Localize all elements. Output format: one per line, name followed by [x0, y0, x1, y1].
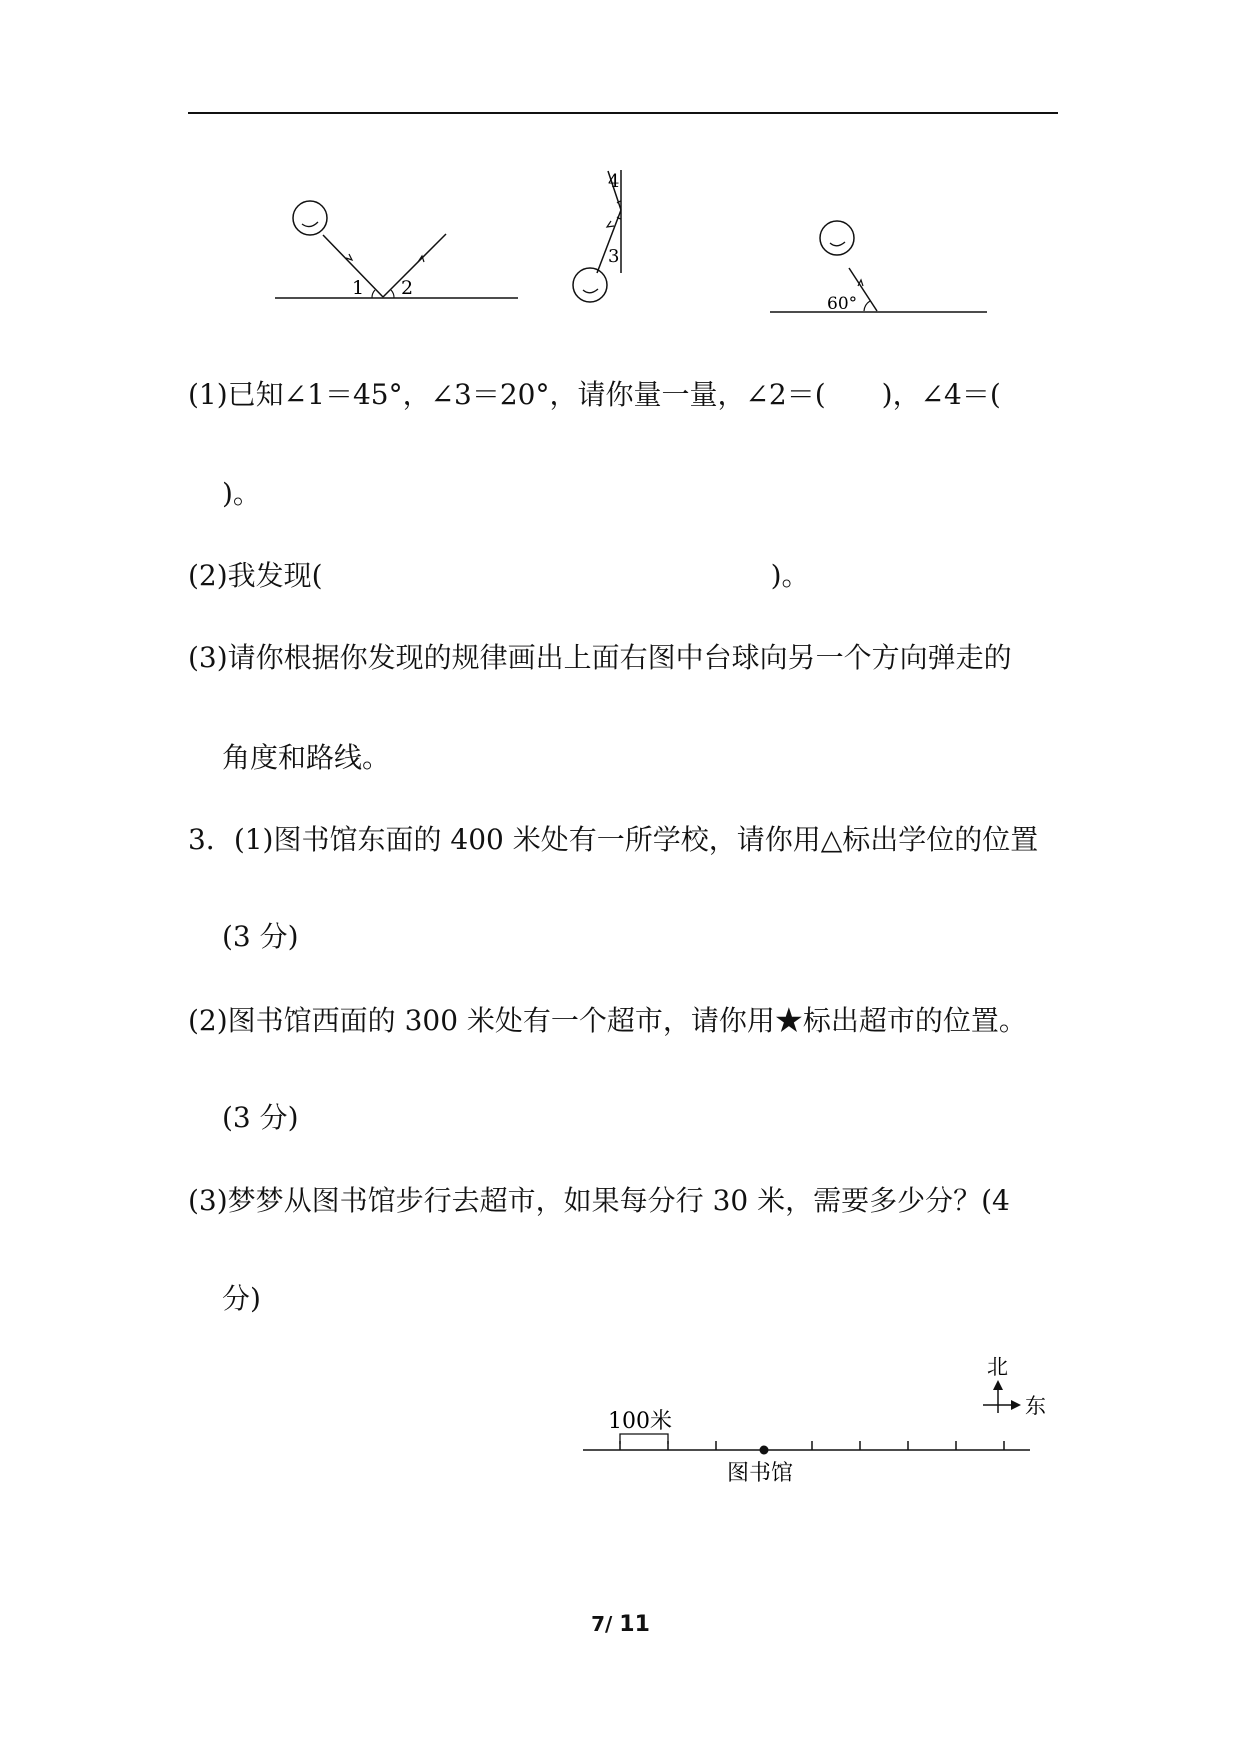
q3-1-line1: 3．(1)图书馆东面的 400 米处有一所学校，请你用△标出学位的位置 — [188, 823, 1039, 856]
q3-2-line2: (3 分) — [222, 1101, 299, 1134]
billiard-ball-icon — [293, 201, 327, 235]
billiard-ball-icon — [573, 268, 607, 302]
page-total: 11 — [619, 1612, 650, 1637]
q2-1-line1: (1)已知∠1＝45°，∠3＝20°，请你量一量，∠2＝( )，∠4＝( — [188, 378, 1001, 411]
billiard-ball-icon — [820, 221, 854, 255]
angle-3-label: 3 — [608, 246, 620, 267]
figure-bounce-angles-3-4 — [565, 165, 645, 310]
compass-north-east-icon — [983, 1380, 1021, 1413]
q3-2-line1: (2)图书馆西面的 300 米处有一个超市，请你用★标出超市的位置。 — [188, 1004, 1027, 1037]
east-label: 东 — [1025, 1394, 1046, 1418]
scale-label: 100米 — [608, 1409, 672, 1434]
q2-1-line2: )。 — [222, 477, 261, 510]
north-label: 北 — [987, 1355, 1008, 1379]
page-current: 7/ — [591, 1612, 613, 1636]
figure-bounce-60-degrees — [760, 210, 995, 320]
angle-1-label: 1 — [352, 277, 365, 299]
q2-2: (2)我发现( )。 — [188, 559, 810, 592]
q2-3-line2: 角度和路线。 — [222, 741, 391, 774]
angle-60-label: 60° — [827, 294, 858, 314]
q3-3-line2: 分) — [222, 1282, 261, 1315]
q3-1-line2: (3 分) — [222, 920, 299, 953]
angle-4-label: 4 — [608, 171, 620, 192]
number-line-ticks — [620, 1441, 1004, 1450]
q3-3-line1: (3)梦梦从图书馆步行去超市，如果每分行 30 米，需要多少分？(4 — [188, 1184, 1010, 1217]
figure-bounce-angles-1-2 — [260, 190, 530, 310]
page-number — [0, 1612, 1241, 1637]
scale-bracket — [620, 1434, 668, 1444]
header-rule — [188, 112, 1058, 114]
library-point — [760, 1446, 769, 1455]
angle-2-label: 2 — [401, 277, 414, 299]
map-number-line — [575, 1350, 1065, 1500]
q2-3-line1: (3)请你根据你发现的规律画出上面右图中台球向另一个方向弹走的 — [188, 641, 1012, 674]
library-label: 图书馆 — [727, 1461, 794, 1486]
